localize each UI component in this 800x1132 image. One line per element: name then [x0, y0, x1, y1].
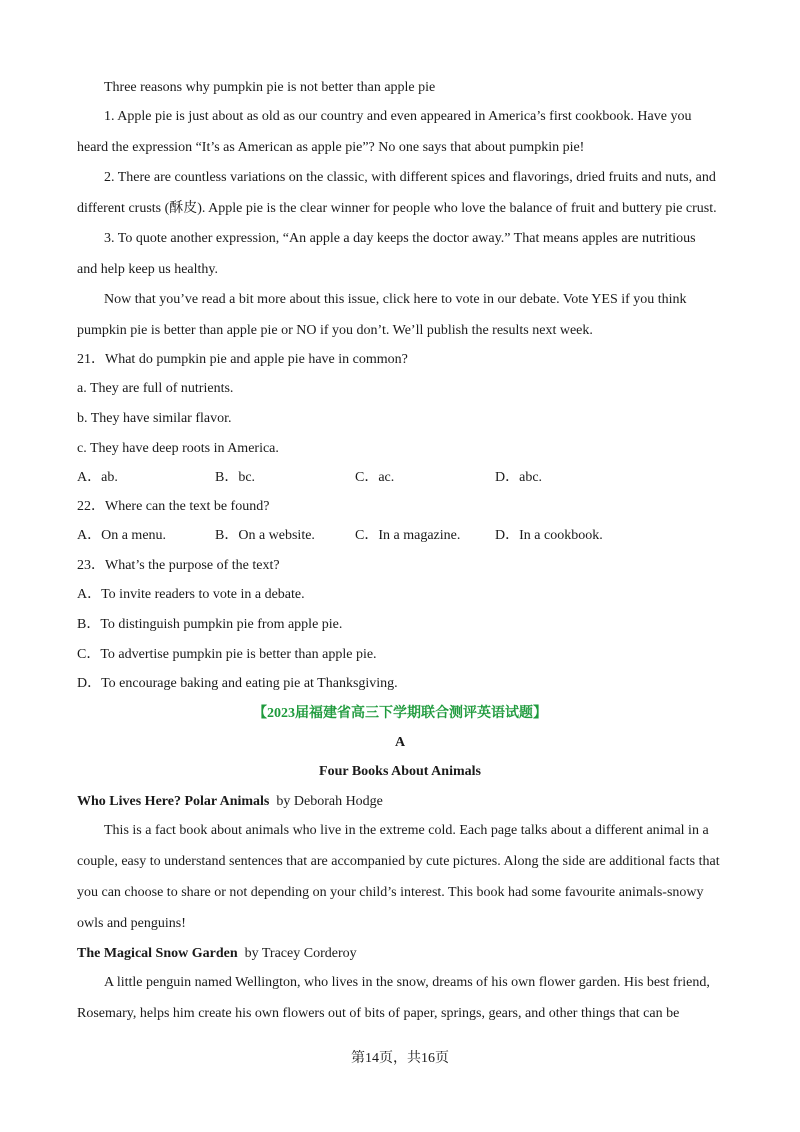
book-1-author: by Deborah Hodge	[276, 794, 383, 809]
book-1-line-3: you can choose to share or not depending on your child’s interest. This book had some favourite animals-snowy	[77, 885, 704, 900]
question-23-option-c: C．To advertise pumpkin pie is better than apple pie.	[77, 647, 377, 662]
question-22-stem: 22．Where can the text be found?	[77, 499, 270, 514]
book-2-line-2: Rosemary, helps him create his own flowers out of bits of paper, springs, gears, and other things that can be	[77, 1006, 680, 1021]
reason-2-line-2: different crusts (酥皮). Apple pie is the clear winner for people who love the balance of fruit and buttery pie crust.	[77, 201, 717, 216]
book-2-line-1: A little penguin named Wellington, who lives in the snow, dreams of his own flower garden. His best friend,	[104, 975, 710, 990]
question-23-option-b: B．To distinguish pumpkin pie from apple pie.	[77, 617, 343, 632]
section-source-title: 【2023届福建省高三下学期联合测评英语试题】	[253, 706, 547, 721]
reason-3-line-2: and help keep us healthy.	[77, 262, 218, 277]
book-1-heading	[77, 793, 383, 811]
question-22-option-d: D．In a cookbook.	[495, 528, 603, 543]
reason-3-line-1: 3. To quote another expression, “An apple a day keeps the doctor away.” That means apples are nutritious	[104, 231, 696, 246]
question-21-option-a: A．ab.	[77, 470, 118, 485]
book-1-line-1: This is a fact book about animals who live in the extreme cold. Each page talks about a different animal in a	[104, 823, 709, 838]
question-23-option-d: D．To encourage baking and eating pie at Thanksgiving.	[77, 676, 398, 691]
closing-line-1: Now that you’ve read a bit more about this issue, click here to vote in our debate. Vote YES if you think	[104, 292, 687, 307]
question-23-option-a: A．To invite readers to vote in a debate.	[77, 587, 305, 602]
question-21-option-d: D．abc.	[495, 470, 543, 485]
book-1-title: Who Lives Here? Polar Animals	[77, 794, 270, 809]
question-22-option-b: B．On a website.	[215, 528, 315, 543]
book-2-author: by Tracey Corderoy	[244, 946, 357, 961]
reason-1-line-2: heard the expression “It’s as American as apple pie”? No one says that about pumpkin pie!	[77, 140, 585, 155]
question-21-option-c: C．ac.	[355, 470, 395, 485]
closing-line-2: pumpkin pie is better than apple pie or NO if you don’t. We’ll publish the results next week.	[77, 323, 593, 338]
book-2-heading	[77, 945, 357, 963]
reason-1-line-1: 1. Apple pie is just about as old as our country and even appeared in America’s first cookbook. Have you	[104, 109, 692, 124]
question-21-item-a: a. They are full of nutrients.	[77, 381, 234, 396]
reason-2-line-1: 2. There are countless variations on the classic, with different spices and flavorings, dried fruits and nuts, and	[104, 170, 716, 185]
question-21-stem: 21．What do pumpkin pie and apple pie have in common?	[77, 352, 408, 367]
section-letter: A	[394, 735, 406, 750]
book-1-line-2: couple, easy to understand sentences that are accompanied by cute pictures. Along the side are additional facts that	[77, 854, 720, 869]
book-1-line-4: owls and penguins!	[77, 916, 186, 931]
question-21-option-b: B．bc.	[215, 470, 256, 485]
question-22-option-c: C．In a magazine.	[355, 528, 461, 543]
question-22-option-a: A．On a menu.	[77, 528, 167, 543]
question-21-item-b: b. They have similar flavor.	[77, 411, 232, 426]
question-21-item-c: c. They have deep roots in America.	[77, 441, 279, 456]
book-2-title: The Magical Snow Garden	[77, 946, 238, 961]
page-number-footer: 第14页，共16页	[351, 1051, 449, 1066]
section-heading: Four Books About Animals	[319, 764, 481, 779]
question-23-stem: 23．What’s the purpose of the text?	[77, 558, 280, 573]
passage-title: Three reasons why pumpkin pie is not better than apple pie	[104, 80, 436, 95]
